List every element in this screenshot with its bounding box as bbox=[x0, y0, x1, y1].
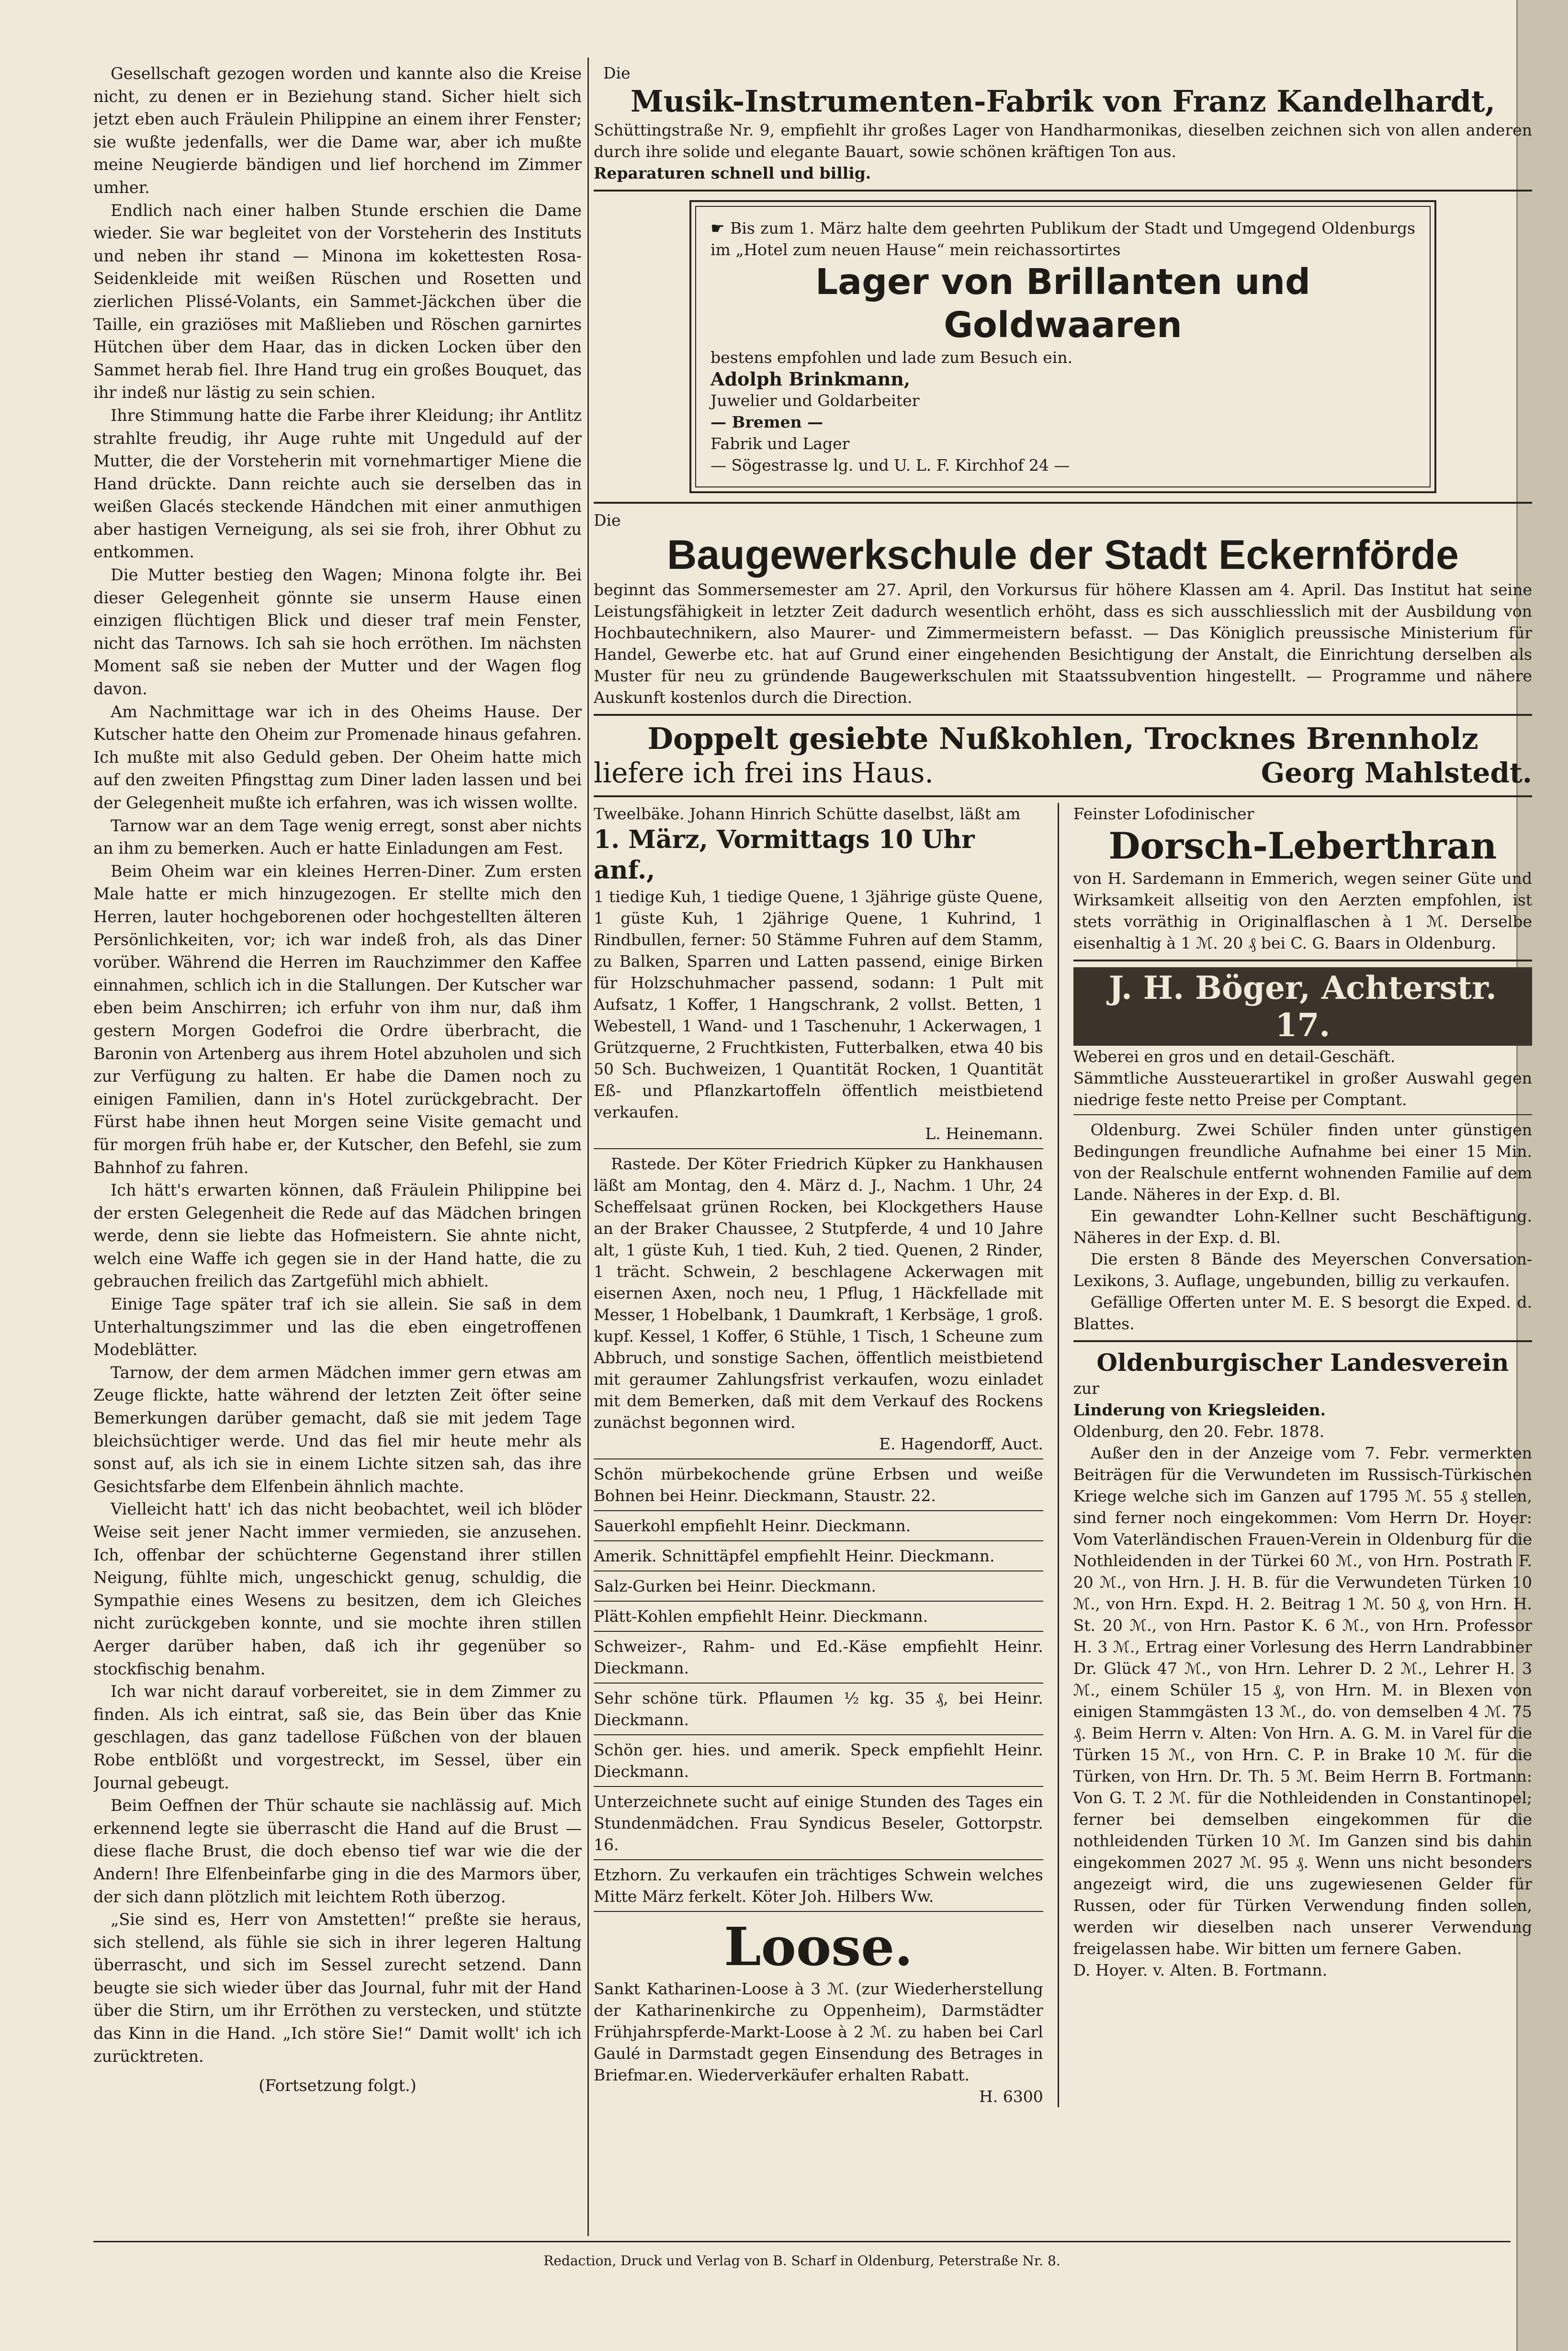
brinkmann-name: Adolph Brinkmann, bbox=[711, 368, 911, 390]
boeger-sub: Weberei en gros und en detail-Geschäft. bbox=[1073, 1047, 1396, 1066]
divider bbox=[594, 1458, 1043, 1459]
mahlstedt-line2b: Georg Mahlstedt. bbox=[1261, 757, 1532, 789]
dieckmann-ads bbox=[594, 1463, 1043, 1787]
kuepker-text: Rastede. Der Köter Friedrich Küpker zu Hankhausen läßt am Montag, den 4. März d. J., Nachm. 1 Uhr, 24 Scheffelsaat grünen Rocken, bei Klockgethers Hause an der Braker Chaussee, 2 Stutpferde, 4 und 10 Jahre alt, 1 güste Kuh, 1 tied. Kuh, 2 tied. Quenen, 2 Rinder, 1 trächt. Schwein, 2 beschlagene Ackerwagen mit eisernen Axen, noch neu, 1 Pflug, 1 Häckfellade mit Messer, 1 Hobelbank, 1 Daumkraft, 1 Kerbsäge, 1 groß. kupf. Kessel, 1 Koffer, 6 Stühle, 1 Tisch, 1 Scheune zum Abbruch, und sonstige Sachen, öffentlich meistbietend mit geraumer Zahlungsfrist verkaufen, wozu einladet mit dem Bemerken, daß mit dem Verkauf des Rockens zunächst begonnen wird. bbox=[594, 1154, 1043, 1432]
beseler-ad: Unterzeichnete sucht auf einige Stunden des Tages ein Stundenmädchen. Frau Syndicus Beseler, Gottorpstr. 16. bbox=[594, 1792, 1043, 1854]
divider bbox=[594, 1631, 1043, 1632]
loose-text: Sankt Katharinen-Loose à 3 ℳ. (zur Wiederherstellung der Katharinenkirche zu Oppenheim), Darmstädter Frühjahrspferde-Markt-Loose à 2 ℳ. zu haben bei Carl Gaulé in Darmstadt gegen Einsendung des Betrages in Briefmar.en. Wiederverkäufer erhalten Rabatt. bbox=[594, 1979, 1043, 2084]
divider bbox=[594, 1859, 1043, 1860]
ads-subcolumn-right bbox=[1073, 803, 1532, 2107]
mahlstedt-line2a: liefere ich frei ins Haus. bbox=[594, 757, 934, 789]
story-paragraphs bbox=[93, 62, 582, 2068]
divider bbox=[594, 1510, 1043, 1511]
story-paragraph: „Sie sind es, Herr von Amstetten!“ preßte sie heraus, sich stellend, als fühle sie sich in ihrer legeren Haltung überrascht, und sich im Sessel zurecht setzend. Dann beugte sie sich wieder über das Journal, fuhr mit der Hand über die Stirn, um ihr Erröthen zu verstecken, und stützte das Kinn in die Hand. „Ich störe Sie!“ Damit wollt' ich ich zurücktreten. bbox=[93, 1910, 582, 2066]
divider bbox=[594, 1786, 1043, 1787]
divider bbox=[594, 1734, 1043, 1735]
story-paragraph: Beim Oheim war ein kleines Herren-Diner. Zum ersten Male hatte er mich hinzugezogen. Er stellte mich den Herren, lauter hochgeborenen oder hochgestellten älteren Persönlichkeiten, vor; ich war indeß froh, als das Diner vorüber. Während die Herren im Rauchzimmer den Kaffee einnahmen, schlich ich in die Stallungen. Der Kutscher war eben beim Anschirren; ich erfuhr von ihm nur, daß ihm gestern Morgen Godefroi die Ordre überbracht, die Baronin von Artenberg aus ihrem Hotel abzuholen und sich zur Verfügung zu halten. Er habe die Damen noch zu einigen Familien, dann in's Hotel zurückgebracht. Der Fürst habe ihnen heut Morgen seine Visite gemacht und für morgen früh habe er, der Kutscher, den Befehl, sie zum Bahnhof zu fahren. bbox=[93, 861, 582, 1177]
loose-title: Loose. bbox=[724, 1916, 913, 1978]
music-ad-footer: Reparaturen schnell und billig. bbox=[594, 164, 871, 182]
dieckmann-ad: Sauerkohl empfiehlt Heinr. Dieckmann. bbox=[594, 1516, 911, 1535]
music-ad-pre: Die bbox=[603, 64, 631, 82]
brinkmann-text: bestens empfohlen und lade zum Besuch ein. bbox=[711, 348, 1073, 367]
small-ad: Ein gewandter Lohn-Kellner sucht Beschäftigung. Näheres in der Exp. d. Bl. bbox=[1073, 1207, 1532, 1247]
landesverein-sub: Linderung von Kriegsleiden. bbox=[1073, 1401, 1326, 1419]
column-divider bbox=[587, 57, 589, 2236]
brinkmann-fab: Fabrik und Lager bbox=[711, 434, 850, 453]
baugewerk-title: Baugewerkschule der Stadt Eckernförde bbox=[667, 532, 1459, 578]
schuette-date: 1. März, Vormittags 10 Uhr anf., bbox=[594, 825, 975, 885]
story-paragraph: Einige Tage später traf ich sie allein. Sie saß in dem Unterhaltungszimmer und las die eben eingetroffenen Modeblätter. bbox=[93, 1295, 582, 1359]
imprint-footer: Redaction, Druck und Verlag von B. Scharf in Oldenburg, Peterstraße Nr. 8. bbox=[93, 2241, 1511, 2269]
brinkmann-intro: ☛ Bis zum 1. März halte dem geehrten Publikum der Stadt und Umgegend Oldenburgs im „Hotel zum neuen Hause“ mein reichassortirtes bbox=[711, 219, 1416, 259]
boeger-title: J. H. Böger, Achterstr. 17. bbox=[1073, 967, 1532, 1046]
ads-subcolumn-left bbox=[594, 803, 1043, 2107]
landesverein-dateline: Oldenburg, den 20. Febr. 1878. bbox=[1073, 1422, 1325, 1441]
schuette-sign: L. Heinemann. bbox=[925, 1124, 1043, 1143]
divider bbox=[1073, 1340, 1532, 1342]
story-paragraph: Endlich nach einer halben Stunde erschien die Dame wieder. Sie war begleitet von der Vorsteherin des Instituts und neben ihr stand — Minona im kokettesten Rosa-Seidenkleide mit weißen Rüschen und Rosetten und zierlichen Plissé-Volants, ein Sammet-Jäckchen über die Taille, ein graziöses mit Maßlieben und Röschen garnirtes Hütchen über dem Haar, das in dicken Locken über den Sammet herab fiel. Ihre Hand trug ein großes Bouquet, das ihr indeß nur lästig zu sein schien. bbox=[93, 201, 582, 402]
music-ad-title: Musik-Instrumenten-Fabrik von Franz Kandelhardt, bbox=[630, 84, 1496, 119]
story-paragraph: Beim Oeffnen der Thür schaute sie nachlässig auf. Mich erkennend legte sie überrascht die Hand auf die Brust — diese flache Brust, die doch ebenso tief war wie die der Andern! Ihre Elfenbeinfarbe ging in die des Marmors über, der sich dann plötzlich mit leichtem Roth überzog. bbox=[93, 1796, 582, 1906]
dieckmann-ad: Amerik. Schnittäpfel empfiehlt Heinr. Dieckmann. bbox=[594, 1547, 995, 1565]
brinkmann-address: — Sögestrasse lg. und U. L. F. Kirchhof 24 — bbox=[711, 456, 1070, 475]
schuette-head: Tweelbäke. Johann Hinrich Schütte daselbst, läßt am bbox=[594, 804, 1021, 823]
brinkmann-city: — Bremen — bbox=[711, 413, 823, 431]
boeger-text: Sämmtliche Aussteuerartikel in großer Auswahl gegen niedrige feste netto Preise per Comptant. bbox=[1073, 1069, 1532, 1109]
brinkmann-ad bbox=[689, 200, 1436, 493]
divider bbox=[594, 1683, 1043, 1684]
divider bbox=[594, 1911, 1043, 1912]
story-paragraph: Ihre Stimmung hatte die Farbe ihrer Kleidung; ihr Antlitz strahlte freudig, ihr Auge ruhte mit Ungeduld auf der Mutter, die der Vorsteherin mit vornehmartiger Miene die Hand drückte. Dann reichte auch sie derselben das in weißen Glacés steckende Händchen mit einer anmuthigen aber hastigen Verneigung, als sei sie froh, ihrer Obhut zu entkommen. bbox=[93, 406, 582, 562]
divider bbox=[1073, 1114, 1532, 1115]
schuette-text: 1 tiedige Kuh, 1 tiedige Quene, 1 3jährige güste Quene, 1 güste Kuh, 1 2jährige Quene, 1 Kuhrind, 1 Rindbullen, ferner: 50 Stämme Fuhren auf dem Stamm, zu Balken, Sparren und Latten passend, einige Birken für Holzschuhmacher passend, sodann: 1 Pult mit Aufsatz, 1 Koffer, 1 Hangschrank, 2 vollst. Betten, 1 Webestell, 1 Wand- und 1 Taschenuhr, 1 Ackerwagen, 1 Grützquerne, 2 Fruchtkisten, Futterbalken, etwa 40 bis 50 Sch. Buchweizen, 1 Quantität Rocken, 1 Quantität Eß- und Pflanzkartoffeln öffentlich meistbietend verkaufen. bbox=[594, 887, 1043, 1121]
dieckmann-ad: Salz-Gurken bei Heinr. Dieckmann. bbox=[594, 1577, 876, 1595]
baugewerk-ad bbox=[594, 509, 1532, 708]
baugewerk-text: beginnt das Sommersemester am 27. April, den Vorkursus für höhere Klassen am 4. April. Das Institut hat seine Leistungsfähigkeit in letzter Zeit dadurch wesentlich erhöht, dass es sich ausschliesslich mit der Ausbildung von Hochbautechnikern, also Maurer- und Zimmermeistern befasst. — Das Königlich preussische Ministerium für Handel, Gewerbe etc. hat auf Grund einer eingehenden Besichtigung der Anstalt, die Einrichtung derselben als Muster für neu zu gründende Baugewerkschulen mit Staatssubvention hingestellt. — Programme und nähere Auskunft kostenlos durch die Direction. bbox=[594, 580, 1532, 707]
dieckmann-ad: Schön ger. hies. und amerik. Speck empfiehlt Heinr. Dieckmann. bbox=[594, 1741, 1043, 1781]
continuation-note: (Fortsetzung folgt.) bbox=[259, 2076, 417, 2095]
story-paragraph: Tarnow, der dem armen Mädchen immer gern etwas am Zeuge flickte, hatte während der letzten Zeit öfter seine Bemerkungen darüber gemacht, daß sie mit jedem Tage bleichsüchtiger werde. Und das fiel mir heute mehr als sonst auf, als ich sie in einem Lichte sitzen sah, das ihre Gesichtsfarbe dem Elfenbein ähnlich machte. bbox=[93, 1363, 582, 1496]
story-paragraph: Die Mutter bestieg den Wagen; Minona folgte ihr. Bei dieser Gelegenheit gönnte sie unserm Hause einen einzigen flüchtigen Blick und dieser traf mein Fenster, nicht das Tarnows. Ich sah sie hoch erröthen. Im nächsten Moment saß sie neben der Mutter und der Wagen flog davon. bbox=[93, 565, 582, 699]
serial-story-column bbox=[93, 62, 582, 2097]
lebertran-pre: Feinster Lofodinischer bbox=[1073, 804, 1254, 823]
divider bbox=[594, 795, 1532, 797]
hand-pointer-icon: ☛ bbox=[711, 219, 731, 237]
small-ad: Oldenburg. Zwei Schüler finden unter günstigen Bedingungen freundliche Aufnahme bei einer 15 Min. von der Realschule entfernt wohnenden Familie auf dem Lande. Näheres in der Exp. d. Bl. bbox=[1073, 1120, 1532, 1204]
mahlstedt-ad bbox=[594, 722, 1532, 790]
small-ad: Die ersten 8 Bände des Meyerschen Conversation-Lexikons, 3. Auflage, ungebunden, billig zu verkaufen. bbox=[1073, 1250, 1532, 1290]
small-ad: Gefällige Offerten unter M. E. S besorgt die Exped. d. Blattes. bbox=[1073, 1293, 1532, 1333]
mahlstedt-line1: Doppelt gesiebte Nußkohlen, Trocknes Brennholz bbox=[647, 721, 1478, 756]
music-ad bbox=[594, 62, 1532, 184]
divider bbox=[594, 502, 1532, 504]
advertisements-column bbox=[594, 62, 1532, 2107]
music-ad-text: Schüttingstraße Nr. 9, empfiehlt ihr großes Lager von Handharmonikas, dieselben zeichnen sich von allen anderen durch ihre solide und elegante Bauart, sowie schönen kräftigen Ton aus. bbox=[594, 121, 1532, 161]
brinkmann-trade: Juwelier und Goldarbeiter bbox=[711, 391, 920, 410]
divider bbox=[594, 1540, 1043, 1541]
story-paragraph: Ich war nicht darauf vorbereitet, sie in dem Zimmer zu finden. Als ich eintrat, saß sie, das Bein über das Knie geschlagen, das ganz tadellose Füßchen von der blauen Robe entblößt und vorgestreckt, im Sessel, über ein Journal gebeugt. bbox=[93, 1682, 582, 1792]
hilbers-ad: Etzhorn. Zu verkaufen ein trächtiges Schwein welches Mitte März ferkelt. Köter Joh. Hilbers Ww. bbox=[594, 1865, 1043, 1906]
divider bbox=[594, 190, 1532, 192]
baugewerk-pre: Die bbox=[594, 511, 621, 530]
dieckmann-ad: Sehr schöne türk. Pflaumen ½ kg. 35 ₰, bei Heinr. Dieckmann. bbox=[594, 1689, 1043, 1729]
dieckmann-ad: Schweizer-, Rahm- und Ed.-Käse empfiehlt Heinr. Dieckmann. bbox=[594, 1637, 1043, 1677]
story-paragraph: Vielleicht hatt' ich das nicht beobachtet, weil ich blöder Weise seit jener Nacht immer vermieden, sie anzusehen. Ich, offenbar der schüchterne Gegenstand ihrer stillen Neigung, fühlte mich, ungeschickt genug, schuldig, die Sympathie eines Wesens zu besitzen, dem ich Gleiches nicht zurückgeben konnte, und sie mochte ihren stillen Aerger darüber haben, daß ich ihr gegenüber so stockfischig benahm. bbox=[93, 1500, 582, 1678]
landesverein-title: Oldenburgischer Landesverein bbox=[1096, 1348, 1509, 1377]
dieckmann-ad: Plätt-Kohlen empfiehlt Heinr. Dieckmann. bbox=[594, 1607, 928, 1626]
ads-subcolumns bbox=[594, 803, 1532, 2107]
story-paragraph: Ich hätt's erwarten können, daß Fräulein Philippine bei der ersten Gelegenheit die Rede auf das Mädchen bringen werde, denn sie liebte das Hofmeistern. Sie ahnte nicht, welch eine Waffe ich gegen sie in der Hand hatte, die zu gebrauchen freilich das Zartgefühl mich abhielt. bbox=[93, 1181, 582, 1291]
divider bbox=[594, 1601, 1043, 1602]
dieckmann-ad: Schön mürbekochende grüne Erbsen und weiße Bohnen bei Heinr. Dieckmann, Staustr. 22. bbox=[594, 1465, 1043, 1505]
divider bbox=[594, 1148, 1043, 1149]
kuepker-sign: E. Hagendorff, Auct. bbox=[879, 1435, 1043, 1453]
loose-code: H. 6300 bbox=[979, 2087, 1043, 2106]
story-paragraph: Am Nachmittage war ich in des Oheims Hause. Der Kutscher hatte den Oheim zur Promenade hinaus gefahren. Ich mußte mit also Geduld geben. Der Oheim hatte mich auf den zweiten Pfingsttag zum Diner laden lassen und bei der Gelegenheit mußte ich erfahren, was ich wissen wollte. bbox=[93, 702, 582, 812]
landesverein-text: Außer den in der Anzeige vom 7. Febr. vermerkten Beiträgen für die Verwundeten im Russisch-Türkischen Kriege welche sich im Ganzen auf 1795 ℳ. 55 ₰ stellen, sind ferner noch eingekommen: Vom Herrn Dr. Hoyer: Vom Vaterländischen Frauen-Verein in Oldenburg für die Nothleidenden in der Türkei 60 ℳ., von Hrn. Postrath F. 20 ℳ., von Hrn. J. H. B. für die Verwundeten Türken 10 ℳ., von Hrn. Expd. H. 2. Beitrag 1 ℳ. 50 ₰, von Hrn. H. St. 20 ℳ., von Hrn. Pastor K. 6 ℳ., von Hrn. Professor H. 3 ℳ., Ertrag einer Vorlesung des Herrn Landrabbiner Dr. Glück 47 ℳ., von Hrn. Lehrer D. 2 ℳ., Lehrer H. 3 ℳ., einem Schüler 15 ₰, von Hrn. M. in Blexen von einigen Stammgästen 13 ℳ., do. von demselben 4 ℳ. 75 ₰. Beim Herrn v. Alten: Von Hrn. A. G. M. in Varel für die Türken 15 ℳ., von Hrn. C. P. in Brake 10 ℳ. für die Türken, von Hrn. Dr. Th. 5 ℳ. Beim Herrn B. Fortmann: Von G. T. 2 ℳ. für die Nothleidenden in Constantinopel; ferner bei demselben eingekommen für die nothleidenden Türken 10 ℳ. Im Ganzen sind bis dahin eingekommen 2027 ℳ. 95 ₰. Wenn uns nicht besonders angezeigt wird, die uns zugewiesenen Gelder für Russen, oder für Türken Verwendung finden sollen, werden wir dieselben nach unserer Verwendung freigelassen habe. Wir bitten um fernere Gaben. bbox=[1073, 1444, 1532, 1958]
story-paragraph: Tarnow war an dem Tage wenig erregt, sonst aber nichts an ihm zu bemerken. Auch er hatte Einladungen am Fest. bbox=[93, 816, 582, 858]
story-paragraph: Gesellschaft gezogen worden und kannte also die Kreise nicht, zu denen er in Beziehung stand. Sicher hielt sich jetzt eben auch Fräulein Philippine an einem ihrer Fenster; sie wußte jedenfalls, wer die Dame war, aber ich mußte meine Neugierde bändigen und lief horchend im Zimmer umher. bbox=[93, 64, 582, 197]
subcolumn-divider bbox=[1058, 803, 1059, 2107]
landesverein-sign: D. Hoyer. v. Alten. B. Fortmann. bbox=[1073, 1961, 1328, 1979]
lebertran-title: Dorsch-Leberthran bbox=[1108, 825, 1497, 867]
divider bbox=[1073, 960, 1532, 961]
lebertran-text: von H. Sardemann in Emmerich, wegen seiner Güte und Wirksamkeit allseitig von den Aerzten empfohlen, ist stets vorräthig in Originalflaschen à 1 ℳ. Derselbe eisenhaltig à 1 ℳ. 20 ₰ bei C. G. Baars in Oldenburg. bbox=[1073, 869, 1532, 952]
brinkmann-headline: Lager von Brillanten und Goldwaaren bbox=[815, 261, 1310, 346]
divider bbox=[594, 714, 1532, 716]
landesverein-zur: zur bbox=[1073, 1379, 1100, 1398]
small-ads bbox=[1073, 1119, 1532, 1334]
